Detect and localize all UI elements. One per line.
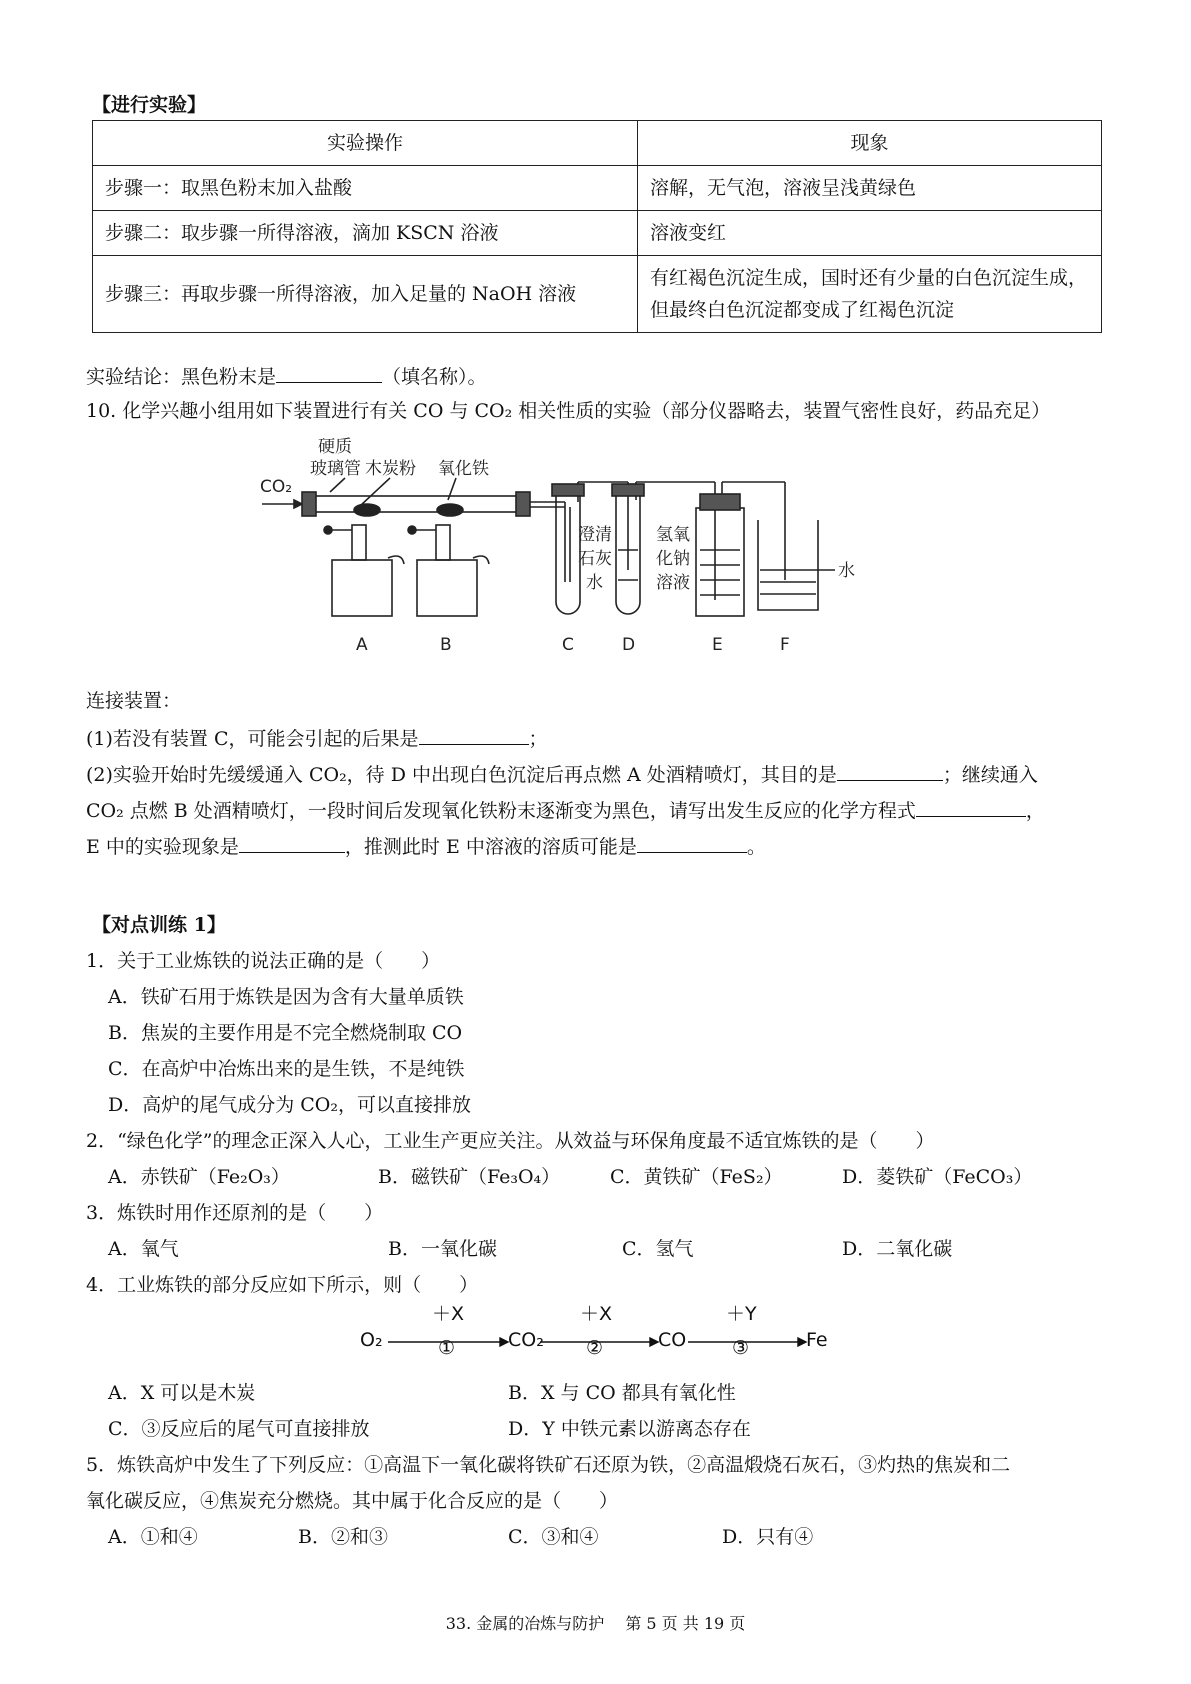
question-2-stem: 2．“绿色化学”的理念正深入人心，工业生产更应关注。从效益与环保角度最不适宜炼铁的是（ ） — [86, 1130, 935, 1152]
species-label: CO₂ — [508, 1329, 544, 1351]
option-d[interactable]: D．二氧化碳 — [842, 1238, 953, 1260]
section-heading-experiment: 【进行实验】 — [92, 94, 207, 116]
section-heading-training: 【对点训练 1】 — [92, 914, 226, 936]
part-2-text: CO₂ 点燃 B 处酒精喷灯，一段时间后发现氧化铁粉末逐渐变为黑色，请写出发生反应的化学方程式 — [86, 800, 916, 822]
option-c[interactable]: C．在高炉中冶炼出来的是生铁，不是纯铁 — [108, 1058, 465, 1080]
answer-blank[interactable] — [837, 760, 943, 781]
step-number: ② — [586, 1337, 604, 1359]
bottle-e — [696, 494, 744, 616]
label-naoh-1: 氢氧 — [656, 525, 690, 545]
option-b[interactable]: B．一氧化碳 — [388, 1238, 497, 1260]
connect-label: 连接装置： — [86, 690, 182, 712]
reagent-label: ＋X — [580, 1303, 613, 1325]
part-2-text: E 中的实验现象是 — [86, 836, 239, 858]
reagent-label: ＋Y — [726, 1303, 757, 1325]
label-e: E — [712, 635, 723, 655]
option-c[interactable]: C．氢气 — [622, 1238, 694, 1260]
option-b[interactable]: B．②和③ — [298, 1526, 388, 1548]
label-a: A — [356, 635, 368, 655]
species-label: O₂ — [360, 1329, 383, 1351]
label-iron-oxide: 氧化铁 — [438, 459, 489, 479]
option-a[interactable]: A．铁矿石用于炼铁是因为含有大量单质铁 — [108, 986, 464, 1008]
label-water: 水 — [838, 561, 855, 581]
answer-blank[interactable] — [916, 796, 1026, 817]
label-glass-tube: 玻璃管 — [310, 459, 361, 479]
label-hard: 硬质 — [318, 437, 352, 457]
option-b[interactable]: B．焦炭的主要作用是不完全燃烧制取 CO — [108, 1022, 463, 1044]
question-5-stem-line-2: 氧化碳反应，④焦炭充分燃烧。其中属于化合反应的是（ ） — [86, 1490, 619, 1512]
option-c[interactable]: C．③和④ — [508, 1526, 599, 1548]
table-cell-operation: 步骤三：再取步骤一所得溶液，加入足量的 NaOH 溶液 — [93, 256, 638, 333]
conclusion-line — [86, 362, 487, 390]
alcohol-lamp-b — [408, 525, 489, 616]
table-cell-operation: 步骤二：取步骤一所得溶液，滴加 KSCN 浴液 — [93, 211, 638, 256]
table-header-cell: 实验操作 — [93, 121, 638, 166]
page-footer: 33. 金属的冶炼与防护 第 5 页 共 19 页 — [445, 1614, 746, 1633]
option-d[interactable]: D．菱铁矿（FeCO₃） — [842, 1166, 1033, 1188]
option-d[interactable]: D．高炉的尾气成分为 CO₂，可以直接排放 — [108, 1094, 472, 1116]
table-cell-result: 溶解，无气泡，溶液呈浅黄绿色 — [638, 166, 1102, 211]
table-cell-operation: 步骤一：取黑色粉末加入盐酸 — [93, 166, 638, 211]
label-c: C — [562, 635, 574, 655]
part-2-text: ；继续通入 — [942, 764, 1038, 786]
table-row — [93, 211, 1102, 256]
part-2-text: (2)实验开始时先缓缓通入 CO₂，待 D 中出现白色沉淀后再点燃 A 处酒精喷灯，其目的是 — [86, 764, 837, 786]
table-header-row — [93, 121, 1102, 166]
question-3-stem: 3．炼铁时用作还原剂的是（ ） — [86, 1202, 384, 1224]
option-a[interactable]: A．氧气 — [108, 1238, 179, 1260]
reaction-scheme — [360, 1300, 840, 1360]
option-c[interactable]: C．黄铁矿（FeS₂） — [610, 1166, 783, 1188]
table-row — [93, 166, 1102, 211]
option-b[interactable]: B．磁铁矿（Fe₃O₄） — [378, 1166, 561, 1188]
table-header-cell: 现象 — [638, 121, 1102, 166]
label-co2-inlet: CO₂ — [260, 477, 293, 497]
species-label: CO — [658, 1329, 687, 1351]
part-2-text: ，推测此时 E 中溶液的溶质可能是 — [344, 836, 637, 858]
part-1-suffix: ； — [528, 728, 548, 750]
option-a[interactable]: A．赤铁矿（Fe₂O₃） — [108, 1166, 290, 1188]
option-a[interactable]: A．X 可以是木炭 — [108, 1382, 256, 1404]
question-5-stem-line-1: 5．炼铁高炉中发生了下列反应：①高温下一氧化碳将铁矿石还原为铁，②高温煅烧石灰石，③灼热的焦炭和二 — [86, 1454, 1011, 1476]
label-d: D — [622, 635, 636, 655]
apparatus-diagram — [260, 430, 940, 660]
step-number: ① — [438, 1337, 456, 1359]
question-4-stem: 4．工业炼铁的部分反应如下所示，则（ ） — [86, 1274, 479, 1296]
label-limewater-2: 石灰 — [578, 549, 612, 569]
option-b[interactable]: B．X 与 CO 都具有氧化性 — [508, 1382, 736, 1404]
table-cell-result: 有红褐色沉淀生成，国时还有少量的白色沉淀生成，但最终白色沉淀都变成了红褐色沉淀 — [638, 256, 1102, 333]
option-d[interactable]: D．Y 中铁元素以游离态存在 — [508, 1418, 751, 1440]
label-limewater-1: 澄清 — [578, 525, 612, 545]
question-10-part-2-line-2 — [86, 796, 1045, 824]
step-number: ③ — [732, 1337, 750, 1359]
answer-blank[interactable] — [239, 832, 345, 853]
part-2-text: ， — [1025, 800, 1045, 822]
experiment-table — [92, 120, 1102, 333]
question-10-part-2-line-1 — [86, 760, 1038, 788]
label-naoh-2: 化钠 — [656, 549, 690, 569]
option-c[interactable]: C．③反应后的尾气可直接排放 — [108, 1418, 370, 1440]
conclusion-suffix: （填名称）。 — [382, 366, 487, 388]
alcohol-lamp-a — [324, 525, 404, 616]
table-cell-result: 溶液变红 — [638, 211, 1102, 256]
part-1-text: (1)若没有装置 C，可能会引起的后果是 — [86, 728, 419, 750]
species-label: Fe — [806, 1329, 828, 1351]
label-charcoal: 木炭粉 — [365, 459, 416, 479]
reagent-label: ＋X — [432, 1303, 465, 1325]
part-2-text: 。 — [746, 836, 766, 858]
question-10-stem: 10. 化学兴趣小组用如下装置进行有关 CO 与 CO₂ 相关性质的实验（部分仪器略去，装置气密性良好，药品充足） — [86, 400, 1051, 422]
label-f: F — [780, 635, 790, 655]
label-limewater-3: 水 — [586, 573, 603, 593]
option-d[interactable]: D．只有④ — [722, 1526, 814, 1548]
label-b: B — [440, 635, 452, 655]
option-a[interactable]: A．①和④ — [108, 1526, 198, 1548]
table-row — [93, 256, 1102, 333]
question-10-part-1 — [86, 724, 548, 752]
label-naoh-3: 溶液 — [656, 573, 690, 593]
answer-blank[interactable] — [637, 832, 747, 853]
question-10-part-2-line-3 — [86, 832, 766, 860]
beaker-f — [758, 520, 835, 610]
conclusion-text: 实验结论：黑色粉末是 — [86, 366, 277, 388]
answer-blank[interactable] — [419, 724, 529, 745]
answer-blank[interactable] — [276, 362, 382, 383]
question-1-stem: 1．关于工业炼铁的说法正确的是（ ） — [86, 950, 441, 972]
